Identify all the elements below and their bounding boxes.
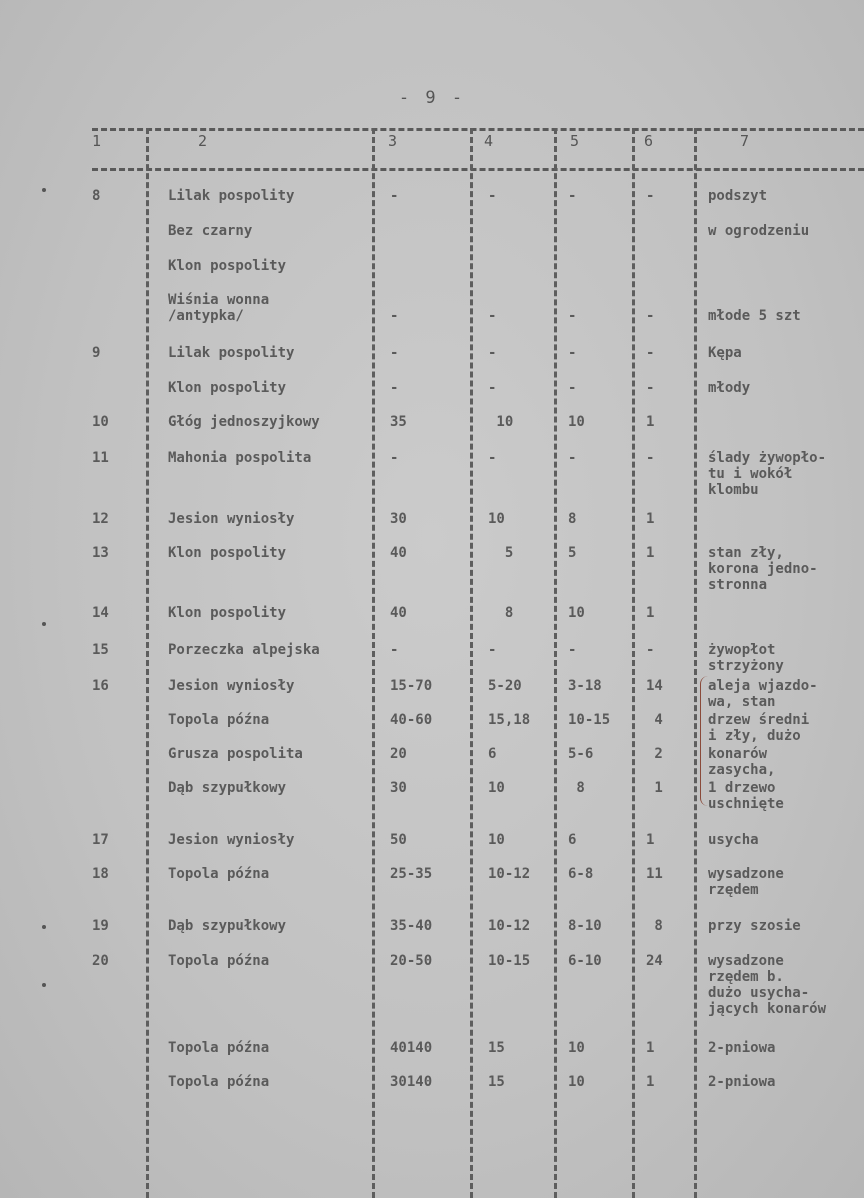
cell-species: Wiśnia wonna /antypka/ — [168, 292, 270, 324]
header-col-5: 5 — [570, 132, 580, 150]
cell-col6: 1 — [646, 545, 655, 561]
cell-col3: 30140 — [390, 1074, 433, 1090]
cell-col5: 10 — [568, 1040, 585, 1056]
cell-col3: - — [390, 308, 399, 324]
cell-notes: usycha — [708, 832, 759, 848]
header-col-1: 1 — [92, 132, 102, 150]
cell-no: 8 — [92, 188, 101, 204]
column-divider — [372, 128, 375, 1198]
cell-col6: 11 — [646, 866, 663, 882]
cell-notes: żywopłot strzyżony — [708, 642, 784, 674]
cell-col5: 5 — [568, 545, 577, 561]
handwritten-brace — [700, 676, 709, 806]
table-header-rule — [92, 168, 864, 171]
cell-col3: 50 — [390, 832, 407, 848]
cell-col5: 5-6 — [568, 746, 594, 762]
column-divider — [470, 128, 473, 1198]
cell-notes: Kępa — [708, 345, 742, 361]
margin-mark — [42, 188, 46, 192]
cell-col4: 6 — [488, 746, 497, 762]
cell-col4: 10 — [488, 511, 505, 527]
cell-col3: - — [390, 345, 399, 361]
cell-col3: 35-40 — [390, 918, 433, 934]
cell-species: Mahonia pospolita — [168, 450, 312, 466]
cell-col5: 10 — [568, 1074, 585, 1090]
cell-col6: 2 — [646, 746, 663, 762]
cell-species: Bez czarny — [168, 223, 253, 239]
cell-col6: 24 — [646, 953, 663, 969]
cell-col4: - — [488, 345, 497, 361]
cell-species: Topola późna — [168, 866, 270, 882]
cell-col6: 14 — [646, 678, 663, 694]
cell-col4: 10-12 — [488, 918, 531, 934]
cell-col3: 40 — [390, 545, 407, 561]
cell-species: Topola późna — [168, 712, 270, 728]
cell-col3: 20 — [390, 746, 407, 762]
cell-col4: 8 — [488, 605, 514, 621]
margin-mark — [42, 925, 46, 929]
cell-col5: - — [568, 380, 577, 396]
cell-col6: 1 — [646, 780, 663, 796]
cell-col5: - — [568, 642, 577, 658]
cell-col4: 10 — [488, 414, 514, 430]
cell-col3: 30 — [390, 511, 407, 527]
header-col-2: 2 — [198, 132, 208, 150]
cell-notes: wysadzone rzędem — [708, 866, 784, 898]
cell-species: Jesion wyniosły — [168, 678, 295, 694]
cell-col5: 6-10 — [568, 953, 602, 969]
cell-col4: 15 — [488, 1074, 505, 1090]
cell-col6: - — [646, 308, 655, 324]
cell-no: 20 — [92, 953, 109, 969]
cell-notes: 2-pniowa — [708, 1040, 776, 1056]
column-divider — [146, 128, 149, 1198]
cell-species: Jesion wyniosły — [168, 511, 295, 527]
cell-species: Klon pospolity — [168, 545, 287, 561]
header-col-7: 7 — [740, 132, 750, 150]
cell-col5: 8-10 — [568, 918, 602, 934]
cell-species: Jesion wyniosły — [168, 832, 295, 848]
cell-species: Grusza pospolita — [168, 746, 303, 762]
table-top-rule — [92, 128, 864, 131]
cell-notes: podszyt — [708, 188, 768, 204]
cell-col3: 40-60 — [390, 712, 433, 728]
column-divider — [694, 128, 697, 1198]
cell-col4: 15 — [488, 1040, 505, 1056]
cell-col6: - — [646, 188, 655, 204]
cell-col6: 4 — [646, 712, 663, 728]
cell-col3: - — [390, 380, 399, 396]
cell-species: Porzeczka alpejska — [168, 642, 320, 658]
cell-col5: 6-8 — [568, 866, 594, 882]
cell-col6: 1 — [646, 414, 655, 430]
cell-col6: - — [646, 345, 655, 361]
cell-col4: 15,18 — [488, 712, 531, 728]
cell-col3: - — [390, 188, 399, 204]
page-number: - 9 - — [398, 88, 466, 108]
cell-col5: 3-18 — [568, 678, 602, 694]
cell-col4: - — [488, 380, 497, 396]
cell-col4: 10-12 — [488, 866, 531, 882]
cell-col4: - — [488, 450, 497, 466]
cell-col3: 15-70 — [390, 678, 433, 694]
cell-species: Głóg jednoszyjkowy — [168, 414, 320, 430]
cell-col4: 10-15 — [488, 953, 531, 969]
cell-col5: 6 — [568, 832, 577, 848]
cell-no: 14 — [92, 605, 109, 621]
cell-col4: 5-20 — [488, 678, 522, 694]
cell-species: Dąb szypułkowy — [168, 780, 287, 796]
cell-notes: konarów zasycha, — [708, 746, 776, 778]
cell-notes: wysadzone rzędem b. dużo usycha- jących konarów — [708, 953, 827, 1017]
header-col-3: 3 — [388, 132, 398, 150]
cell-species: Lilak pospolity — [168, 345, 295, 361]
cell-species: Lilak pospolity — [168, 188, 295, 204]
cell-col3: 25-35 — [390, 866, 433, 882]
cell-col5: 8 — [568, 511, 577, 527]
cell-col3: 30 — [390, 780, 407, 796]
cell-species: Topola późna — [168, 1040, 270, 1056]
cell-notes: 2-pniowa — [708, 1074, 776, 1090]
cell-notes: w ogrodzeniu — [708, 223, 810, 239]
cell-col4: 10 — [488, 780, 505, 796]
cell-no: 18 — [92, 866, 109, 882]
cell-species: Klon pospolity — [168, 605, 287, 621]
cell-notes: młode 5 szt — [708, 308, 801, 324]
cell-col5: 10-15 — [568, 712, 611, 728]
column-divider — [632, 128, 635, 1198]
cell-species: Klon pospolity — [168, 258, 287, 274]
cell-species: Topola późna — [168, 953, 270, 969]
header-col-4: 4 — [484, 132, 494, 150]
cell-col5: 10 — [568, 414, 585, 430]
cell-col6: - — [646, 450, 655, 466]
cell-no: 10 — [92, 414, 109, 430]
margin-mark — [42, 983, 46, 987]
cell-col3: 40 — [390, 605, 407, 621]
cell-col6: 1 — [646, 1074, 655, 1090]
cell-col6: 1 — [646, 832, 655, 848]
cell-no: 15 — [92, 642, 109, 658]
cell-col6: - — [646, 642, 655, 658]
cell-col5: 8 — [568, 780, 585, 796]
cell-col4: - — [488, 642, 497, 658]
cell-notes: młody — [708, 380, 751, 396]
cell-col3: 35 — [390, 414, 407, 430]
cell-col4: - — [488, 308, 497, 324]
cell-species: Topola późna — [168, 1074, 270, 1090]
cell-no: 11 — [92, 450, 109, 466]
cell-col3: - — [390, 642, 399, 658]
cell-no: 12 — [92, 511, 109, 527]
cell-col5: - — [568, 188, 577, 204]
cell-col4: - — [488, 188, 497, 204]
header-col-6: 6 — [644, 132, 654, 150]
cell-notes: stan zły, korona jedno- stronna — [708, 545, 818, 593]
cell-col6: - — [646, 380, 655, 396]
cell-col6: 1 — [646, 605, 655, 621]
cell-no: 9 — [92, 345, 101, 361]
cell-col6: 1 — [646, 1040, 655, 1056]
cell-col5: 10 — [568, 605, 585, 621]
cell-col6: 1 — [646, 511, 655, 527]
cell-col3: 40140 — [390, 1040, 433, 1056]
cell-col5: - — [568, 450, 577, 466]
cell-species: Dąb szypułkowy — [168, 918, 287, 934]
cell-no: 16 — [92, 678, 109, 694]
cell-notes: przy szosie — [708, 918, 801, 934]
cell-no: 17 — [92, 832, 109, 848]
cell-col4: 10 — [488, 832, 505, 848]
cell-notes: ślady żywopło- tu i wokół klombu — [708, 450, 827, 498]
cell-col6: 8 — [646, 918, 663, 934]
cell-col5: - — [568, 308, 577, 324]
cell-species: Klon pospolity — [168, 380, 287, 396]
cell-no: 13 — [92, 545, 109, 561]
cell-notes: aleja wjazdo- wa, stan — [708, 678, 818, 710]
margin-mark — [42, 622, 46, 626]
cell-col5: - — [568, 345, 577, 361]
cell-no: 19 — [92, 918, 109, 934]
column-divider — [554, 128, 557, 1198]
cell-col3: 20-50 — [390, 953, 433, 969]
cell-notes: 1 drzewo uschnięte — [708, 780, 784, 812]
cell-notes: drzew średni i zły, dużo — [708, 712, 810, 744]
cell-col4: 5 — [488, 545, 514, 561]
cell-col3: - — [390, 450, 399, 466]
